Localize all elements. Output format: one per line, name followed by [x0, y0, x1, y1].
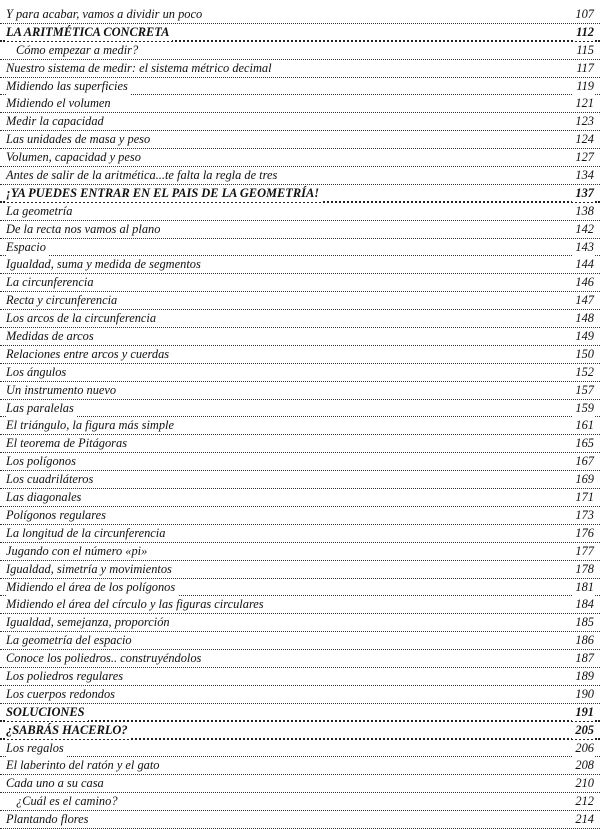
- toc-page-number: 167: [572, 453, 594, 470]
- toc-page-number: 208: [572, 757, 594, 774]
- toc-page-number: 152: [572, 364, 594, 381]
- toc-entry: [0, 113, 600, 131]
- toc-entry-title: La circunferencia: [6, 274, 97, 291]
- toc-page-number: 159: [572, 400, 594, 417]
- toc-entry: [0, 740, 600, 758]
- toc-entry: [0, 149, 600, 167]
- toc-entry-title: Los cuerpos redondos: [6, 686, 118, 703]
- toc-entry-title: Y para acabar, vamos a dividir un poco: [6, 6, 205, 23]
- toc-entry: [0, 364, 600, 382]
- toc-page-number: 117: [573, 60, 594, 77]
- toc-page-number: 214: [572, 811, 594, 828]
- toc-entry-title: El teorema de Pitágoras: [6, 435, 130, 452]
- toc-page-number: 150: [572, 346, 594, 363]
- toc-entry-title: Relaciones entre arcos y cuerdas: [6, 346, 172, 363]
- toc-entry-title: Un instrumento nuevo: [6, 382, 119, 399]
- toc-entry-title: ¿SABRÁS HACERLO?: [6, 722, 131, 739]
- toc-entry-title: Jugando con el número «pi»: [6, 543, 150, 560]
- toc-entry-title: La geometría del espacio: [6, 632, 135, 649]
- toc-entry-title: Midiendo el área de los polígonos: [6, 579, 178, 596]
- toc-entry: [0, 417, 600, 435]
- toc-entry-title: La longitud de la circunferencia: [6, 525, 168, 542]
- toc-section-heading: [0, 185, 600, 203]
- toc-entry: [0, 95, 600, 113]
- toc-page-number: 190: [572, 686, 594, 703]
- toc-page-number: 178: [572, 561, 594, 578]
- toc-page-number: 169: [572, 471, 594, 488]
- toc-page-number: 134: [572, 167, 594, 184]
- toc-entry: [0, 543, 600, 561]
- toc-entry-title: Las unidades de masa y peso: [6, 131, 153, 148]
- toc-entry: [0, 686, 600, 704]
- toc-page-number: 185: [572, 614, 594, 631]
- toc-entry: [0, 382, 600, 400]
- toc-entry: [0, 239, 600, 257]
- toc-page-number: 146: [572, 274, 594, 291]
- toc-entry: [0, 256, 600, 274]
- toc-entry-title: Igualdad, suma y medida de segmentos: [6, 256, 204, 273]
- toc-entry: [0, 131, 600, 149]
- toc-entry: [0, 274, 600, 292]
- toc-entry: [0, 453, 600, 471]
- toc-entry-title: De la recta nos vamos al plano: [6, 221, 163, 238]
- toc-page-number: 124: [572, 131, 594, 148]
- toc-entry-title: El triángulo, la figura más simple: [6, 417, 177, 434]
- toc-page-number: 184: [572, 596, 594, 613]
- toc-entry-title: ¡YA PUEDES ENTRAR EN EL PAIS DE LA GEOMETRÍA!: [6, 185, 322, 202]
- toc-page-number: 191: [572, 704, 594, 721]
- toc-page-number: 210: [572, 775, 594, 792]
- toc-page-number: 181: [572, 579, 594, 596]
- toc-page-number: 189: [572, 668, 594, 685]
- toc-entry: [0, 596, 600, 614]
- toc-page-number: 173: [572, 507, 594, 524]
- toc-entry-title: Las paralelas: [6, 400, 77, 417]
- toc-page-number: 187: [572, 650, 594, 667]
- toc-page-number: 176: [572, 525, 594, 542]
- toc-entry-title: Midiendo el volumen: [6, 95, 114, 112]
- toc-entry: [0, 203, 600, 221]
- toc-section-heading: [0, 24, 600, 42]
- toc-entry-title: Antes de salir de la aritmética...te falta la regla de tres: [6, 167, 280, 184]
- toc-entry-title: Polígonos regulares: [6, 507, 109, 524]
- toc-entry: [0, 221, 600, 239]
- toc-entry-title: Nuestro sistema de medir: el sistema métrico decimal: [6, 60, 275, 77]
- toc-page-number: 157: [572, 382, 594, 399]
- toc-entry-title: Medidas de arcos: [6, 328, 97, 345]
- toc-page-number: 165: [572, 435, 594, 452]
- toc-page-number: 127: [572, 149, 594, 166]
- toc-entry-title: Conoce los poliedros.. construyéndolos: [6, 650, 204, 667]
- toc-entry-title: Los polígonos: [6, 453, 79, 470]
- toc-page-number: 177: [572, 543, 594, 560]
- toc-entry: [0, 42, 600, 60]
- toc-entry-title: SOLUCIONES: [6, 704, 88, 721]
- toc-page-number: 142: [572, 221, 594, 238]
- toc-page-number: 107: [572, 6, 594, 23]
- toc-page-number: 147: [572, 292, 594, 309]
- toc-entry: [0, 650, 600, 668]
- toc-entry: [0, 507, 600, 525]
- toc-page-number: 161: [572, 417, 594, 434]
- toc-entry-title: Las diagonales: [6, 489, 84, 506]
- toc-entry: [0, 78, 600, 96]
- toc-entry: [0, 561, 600, 579]
- toc-entry: [0, 400, 600, 418]
- toc-entry: [0, 579, 600, 597]
- toc-page-number: 119: [573, 78, 594, 95]
- toc-entry-title: Cómo empezar a medir?: [16, 42, 141, 59]
- toc-entry-title: Cada uno a su casa: [6, 775, 107, 792]
- toc-page-number: 206: [572, 740, 594, 757]
- toc-page-number: 186: [572, 632, 594, 649]
- toc-page-number: 137: [572, 185, 594, 202]
- toc-entry: [0, 346, 600, 364]
- toc-entry-title: Los arcos de la circunferencia: [6, 310, 159, 327]
- toc-entry-title: Plantando flores: [6, 811, 92, 828]
- toc-entry-title: Recta y circunferencia: [6, 292, 120, 309]
- toc-entry: [0, 811, 600, 829]
- toc-entry-title: El laberinto del ratón y el gato: [6, 757, 163, 774]
- toc-entry: [0, 668, 600, 686]
- toc-section-heading: [0, 704, 600, 722]
- toc-entry: [0, 435, 600, 453]
- toc-entry-title: Igualdad, simetría y movimientos: [6, 561, 175, 578]
- toc-entry-title: Los regalos: [6, 740, 67, 757]
- toc-entry-title: Espacio: [6, 239, 49, 256]
- toc-entry: [0, 757, 600, 775]
- toc-entry: [0, 6, 600, 24]
- toc-entry: [0, 310, 600, 328]
- toc-entry-title: Midiendo el área del círculo y las figuras circulares: [6, 596, 267, 613]
- toc-entry-title: La geometría: [6, 203, 75, 220]
- toc-entry-title: Medir la capacidad: [6, 113, 107, 130]
- toc-page-number: 115: [573, 42, 594, 59]
- toc-page-number: 123: [572, 113, 594, 130]
- toc-entry-title: Midiendo las superficies: [6, 78, 131, 95]
- toc-page-number: 171: [572, 489, 594, 506]
- toc-page-number: 143: [572, 239, 594, 256]
- toc-entry: [0, 292, 600, 310]
- toc-page-number: 112: [573, 24, 594, 41]
- toc-entry-title: Igualdad, semejanza, proporción: [6, 614, 173, 631]
- toc-entry: [0, 632, 600, 650]
- toc-entry: [0, 328, 600, 346]
- toc-entry-title: Los cuadriláteros: [6, 471, 96, 488]
- toc-page-number: 149: [572, 328, 594, 345]
- toc-entry: [0, 167, 600, 185]
- toc-page-number: 144: [572, 256, 594, 273]
- toc-entry-title: Los poliedros regulares: [6, 668, 126, 685]
- table-of-contents: [0, 6, 600, 829]
- toc-entry: [0, 793, 600, 811]
- toc-entry: [0, 489, 600, 507]
- toc-page-number: 138: [572, 203, 594, 220]
- toc-section-heading: [0, 722, 600, 740]
- toc-page-number: 205: [572, 722, 594, 739]
- toc-entry: [0, 775, 600, 793]
- toc-page-number: 212: [572, 793, 594, 810]
- toc-entry: [0, 471, 600, 489]
- toc-entry-title: LA ARITMÉTICA CONCRETA: [6, 24, 172, 41]
- toc-entry-title: Los ángulos: [6, 364, 69, 381]
- toc-entry-title: Volumen, capacidad y peso: [6, 149, 144, 166]
- toc-page-number: 148: [572, 310, 594, 327]
- toc-entry: [0, 614, 600, 632]
- toc-page-number: 121: [572, 95, 594, 112]
- toc-entry-title: ¿Cuál es el camino?: [16, 793, 121, 810]
- toc-entry: [0, 525, 600, 543]
- toc-entry: [0, 60, 600, 78]
